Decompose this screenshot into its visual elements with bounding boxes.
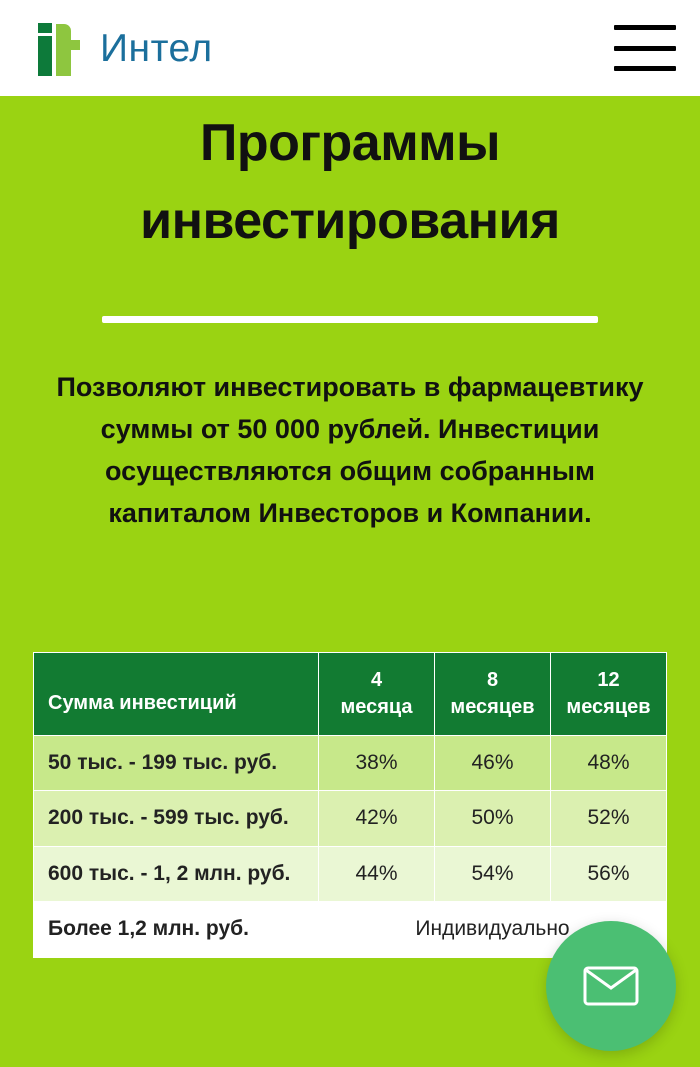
row-value-individual: Индивидуально [319,902,667,957]
brand-logo[interactable] [34,20,213,76]
term-12-number: 12 [597,669,620,691]
chat-widget-button[interactable] [546,921,676,1051]
page-title-line1: Программы [199,114,501,172]
column-header-term-4 [319,653,435,736]
page-title-line2: инвестирования [140,192,560,250]
term-4-number: 4 [370,669,383,691]
table-row [34,791,667,846]
hamburger-menu-icon[interactable] [614,25,676,71]
table-row [34,736,667,791]
term-12-unit: месяцев [566,696,651,718]
hero-section [0,96,700,534]
row-label: Более 1,2 млн. руб. [34,902,319,957]
term-4-unit: месяца [340,696,413,718]
site-header [0,0,700,96]
investment-rates-table [33,652,667,958]
column-header-term-12 [551,653,667,736]
table-row [34,846,667,901]
table-header-row [34,653,667,736]
row-value-8m: 50% [435,791,551,846]
hero-description: Позволяют инвестировать в фармацевтику суммы от 50 000 рублей. Инвестиции осуществляются общим собранным капиталом Инвесторов и Компании. [56,372,644,528]
term-8-unit: месяцев [450,696,535,718]
row-label: 600 тыс. - 1, 2 млн. руб. [34,846,319,901]
row-label: 50 тыс. - 199 тыс. руб. [34,736,319,791]
row-value-4m: 42% [319,791,435,846]
row-label: 200 тыс. - 599 тыс. руб. [34,791,319,846]
row-value-12m: 56% [551,846,667,901]
page-title [30,104,670,260]
brand-name: Интел [100,26,213,70]
envelope-icon [583,966,639,1006]
row-value-8m: 46% [435,736,551,791]
title-divider [102,316,598,323]
if-logo-icon [34,20,90,76]
column-header-term-8 [435,653,551,736]
column-header-sum: Сумма инвестиций [34,653,319,736]
row-value-8m: 54% [435,846,551,901]
row-value-12m: 48% [551,736,667,791]
row-value-12m: 52% [551,791,667,846]
row-value-4m: 38% [319,736,435,791]
term-8-number: 8 [486,669,499,691]
row-value-4m: 44% [319,846,435,901]
